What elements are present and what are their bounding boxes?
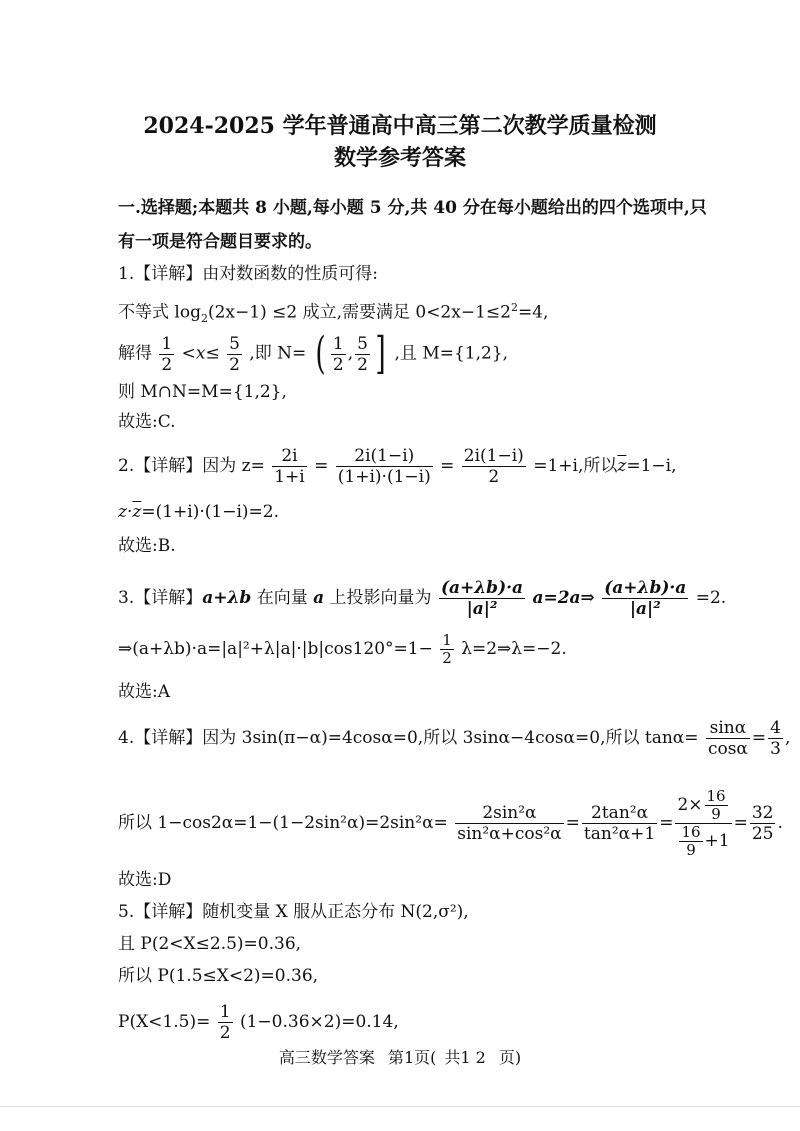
q1-answer: 故选:C. [118,412,176,432]
page-subtitle: 数学参考答案 [333,145,466,171]
q1-line2: 解得 $\frac{1}{2}$ <x≤ $\frac{5}{2}$ ,即 N= ( $\frac{1}{2}$ , $\frac{5}{2}$ ] ,且 M={1,2}, [118,328,509,379]
q3-answer: 故选:A [118,682,171,702]
q5-line3: 所以 P(1.5≤X<2)=0.36, [118,966,319,986]
q1-open-paren: ( [315,328,326,379]
section-heading-line1: 一.选择题;本题共 8 小题,每小题 5 分,共 40 分在每小题给出的四个选项中,只 [118,198,707,218]
scan-edge-divider [0,1106,800,1107]
q2-line2: $z\cdot\overline{z}=(1+i)\cdot(1-i)=2$. [118,502,279,522]
q1-fraction-five-halves: $\frac{5}{2}$ [229,333,240,375]
q4-compound-fraction: 2× $\frac{16}{9}$ $\frac{16}{9}$ +1 [677,787,730,859]
page-title: 2024-2025 学年普通高中高三第二次教学质量检测 [143,113,657,139]
q3-line2: ⇒(a+λb)·a=|a|²+λ|a|·|b|cos120°=1− $\frac{1}{2}$ λ=2⇒λ=−2. [118,631,567,667]
q5-line1: 5.【详解】随机变量 X 服从正态分布 N(2,σ²), [118,902,469,922]
q1-close-bracket: ] [375,328,386,379]
q1-line3: 则 M∩N=M={1,2}, [118,382,287,402]
q2-line1: 2.【详解】因为 z= $\frac{2i}{1+i}$ = $\frac{2i(1-i)}{(1+i)\cdot(1-i)}$ = $\frac{2i(1-i)}{2}$ =1+i,所以$\overline{z}=1-i$, [118,446,677,487]
q4-line2: 所以 1−cos2α=1−(1−2sin²α)=2sin²α= $\frac{\text{2sin²α}}{\text{sin²α+cos²α}}$ = $\frac{\text{2tan²α}}{\text{tan²α+1}}$ = 2× $\frac{16}{9}$ $\frac{16}{9}$ +1 = $\frac{32}{25}$ . [118,787,783,859]
page-footer: 高三数学答案 第1页( 共1 2 页) [278,1048,522,1067]
q4-line1: 4.【详解】因为 3sin(π−α)=4cosα=0,所以 3sinα−4cosα=0,所以 tanα= $\frac{\sin\alpha}{\cos\alpha}$ = $\frac{4}{3}$ , [118,718,791,759]
q2-answer: 故选:B. [118,536,176,556]
q5-line2: 且 P(2<X≤2.5)=0.36, [118,934,302,954]
z-conjugate: $\overline{z}$ [617,456,627,476]
section-heading-line2: 有一项是符合题目要求的。 [118,232,322,252]
q1-fraction-half: $\frac{1}{2}$ [161,333,173,375]
q3-line1: 3.【详解】a+λb 在向量 a 上投影向量为 $\frac{(a+\lambda b)\cdot a}{\text{|a|²}}$ a=2a⇒ $\frac{(a+\lambda b)\cdot a}{\text{|a|²}}$ =2. [118,578,727,619]
q4-answer: 故选:D [118,870,172,890]
q1-heading: 1.【详解】由对数函数的性质可得: [118,264,378,284]
q1-line1: 不等式 $\log_2(2x-1) \le 2$ 成立,需要满足 $0<2x-1\le 2^2=4$, [118,301,549,326]
title-block [0,110,800,174]
q5-line4: P(X<1.5)= $\frac{1}{2}$ (1−0.36×2)=0.14, [118,1002,399,1043]
